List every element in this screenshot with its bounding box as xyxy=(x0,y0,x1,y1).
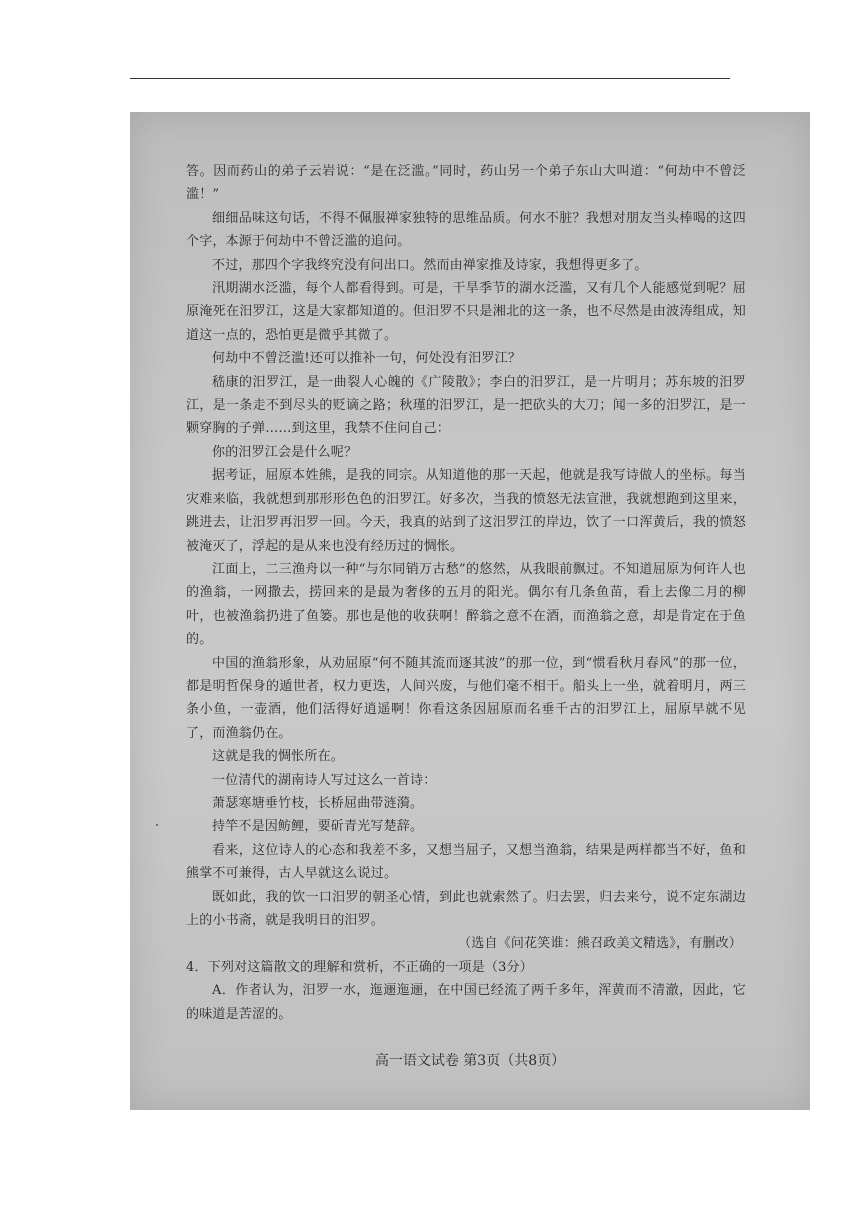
paragraph: 答。因而药山的弟子云岩说：“是在泛滥。”同时，药山另一个弟子东山大叫道：“何劫中不曾泛滥！” xyxy=(186,164,746,203)
paragraph: 既如此，我的饮一口汨罗的朝圣心情，到此也就索然了。归去罢，归去来兮，说不定东湖边上的小书斋，就是我明日的汨罗。 xyxy=(186,889,746,928)
paragraph: 细细品味这句话，不得不佩服禅家独特的思维品质。何水不脏？我想对朋友当头棒喝的这四个字，本源于何劫中不曾泛滥的追问。 xyxy=(186,210,746,250)
page-footer: 高一语文试卷 第3页（共8页） xyxy=(374,1053,566,1069)
paragraph: 中国的渔翁形象，从劝屈原“何不随其流而逐其波”的那一位，到“惯看秋月春风”的那一位，都是明哲保身的遁世者，权力更迭，人间兴废，与他们毫不相干。船头上一坐，就着明月，两三条小鱼，一壶酒，他们活得好逍遥啊！你看这条因屈原而名垂千古的汨罗江上，屈原早就不见了，而渔翁仍在。 xyxy=(186,655,746,741)
paragraph: 不过，那四个字我终究没有问出口。然而由禅家推及诗家，我想得更多了。 xyxy=(212,257,648,273)
paragraph: 这就是我的惆怅所在。 xyxy=(212,749,345,765)
paragraph: 你的汨罗江会是什么呢？ xyxy=(212,444,358,460)
paragraph: 一位清代的湖南诗人写过这么一首诗： xyxy=(212,772,437,788)
paragraph: 看来，这位诗人的心态和我差不多，又想当屈子，又想当渔翁，结果是两样都当不好，鱼和熊掌不可兼得，古人早就这么说过。 xyxy=(186,842,746,882)
source-citation: （选自《问花笑谁：熊召政美文精选》，有删改） xyxy=(458,936,742,952)
header-rule xyxy=(130,78,730,79)
paragraph: 何劫中不曾泛滥!还可以推补一句，何处没有汨罗江？ xyxy=(212,351,522,367)
question-4: 4．下列对这篇散文的理解和赏析，不正确的一项是（3分） xyxy=(186,959,533,975)
poem-line: 持竿不是因鲂鲤，要斫青光写楚辞。 xyxy=(212,819,424,835)
scan-speck xyxy=(156,824,158,826)
poem-line: 萧瑟寒塘垂竹枝，长桥屈曲带涟漪。 xyxy=(212,795,424,811)
paragraph: 汛期湖水泛滥，每个人都看得到。可是，干旱季节的湖水泛滥，又有几个人能感觉到呢？屈原淹死在汨罗江，这是大家都知道的。但汨罗不只是湘北的这一条，也不尽然是由波涛组成，知道这一点的，恐怕更是微乎其微了。 xyxy=(186,281,746,343)
paragraph: 江面上，二三渔舟以一种“与尔同销万古愁”的悠然，从我眼前飘过。不知道屈原为何许人也的渔翁，一网撒去，捞回来的是最为奢侈的五月的阳光。偶尔有几条鱼苗，看上去像二月的柳叶，也被渔翁扔进了鱼篓。那也是他的收获啊！醉翁之意不在酒，而渔翁之意，却是肯定在于鱼的。 xyxy=(186,561,746,648)
option-a: A．作者认为，汨罗一水，迤逦迤逦，在中国已经流了两千多年，浑黄而不清澈，因此，它的味道是苦涩的。 xyxy=(186,983,746,1022)
scanned-exam-page xyxy=(130,112,810,1110)
essay-body xyxy=(186,160,746,1026)
paragraph: 嵇康的汨罗江，是一曲裂人心魄的《广陵散》；李白的汨罗江，是一片明月；苏东坡的汨罗江，是一条走不到尽头的贬谪之路；秋瑾的汨罗江，是一把砍头的大刀；闻一多的汨罗江，是一颗穿胸的子弹……到这里，我禁不住问自己： xyxy=(186,374,746,437)
paragraph: 据考证，屈原本姓熊，是我的同宗。从知道他的那一天起，他就是我写诗做人的坐标。每当灾难来临，我就想到那形形色色的汨罗江。好多次，当我的愤怒无法宣泄，我就想跑到这里来，跳进去，让汨罗再汨罗一回。今天，我真的站到了这汨罗江的岸边，饮了一口浑黄后，我的愤怒被淹灭了，浮起的是从来也没有经历过的惆怅。 xyxy=(186,468,746,554)
